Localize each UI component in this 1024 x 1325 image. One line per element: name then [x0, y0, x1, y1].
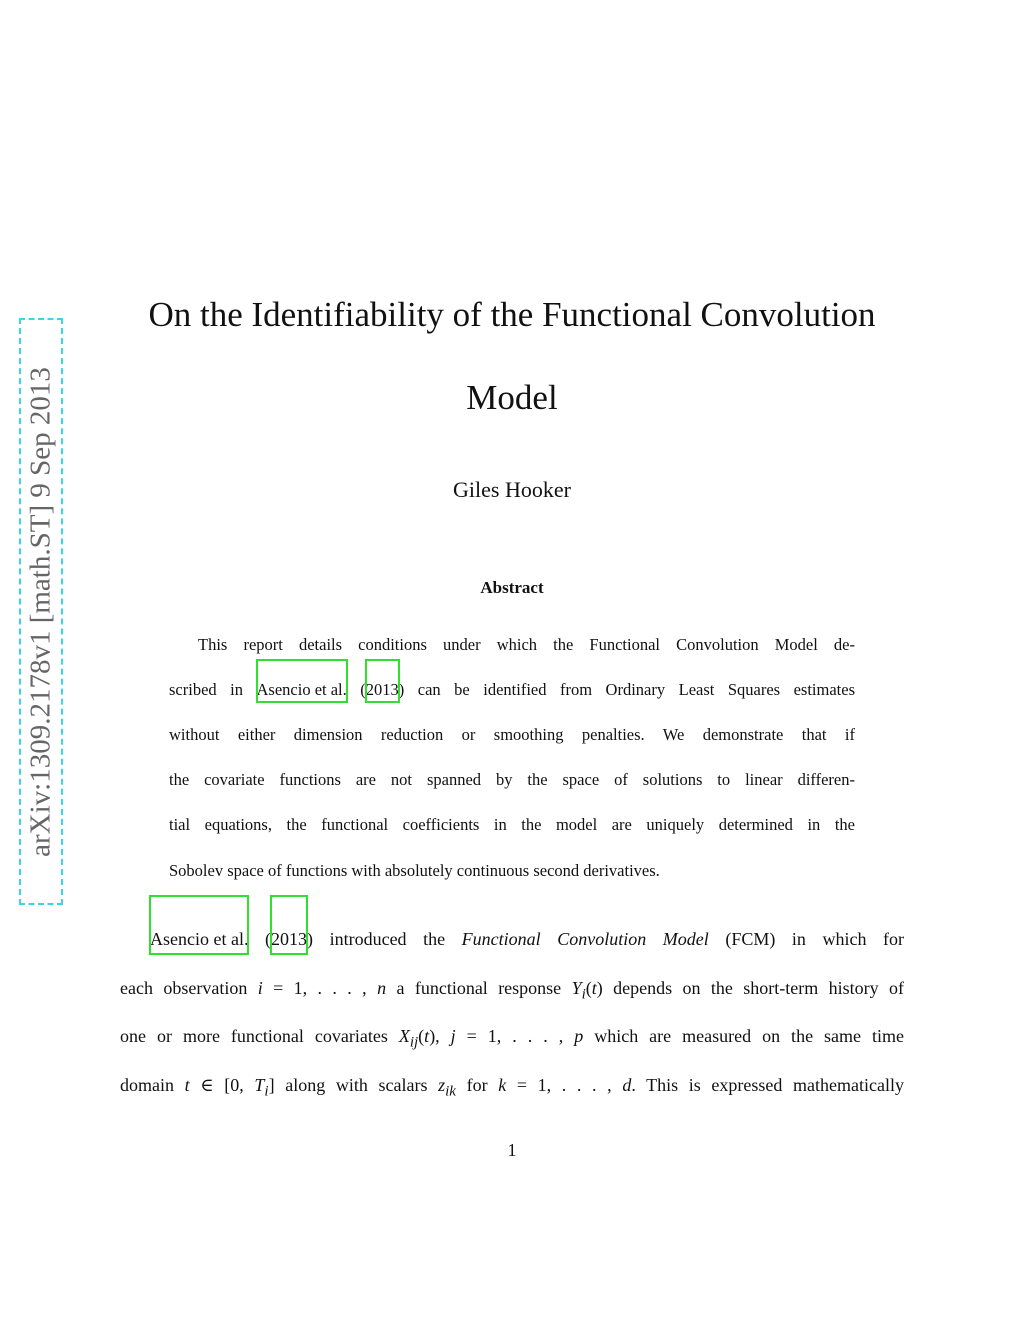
body-line: domain t ∈ [0, $T_i$] along with scalars $z_{ik}$ for k = 1, . . . , d. This is expressed mathematically [120, 1075, 904, 1100]
abstract-heading: Abstract [480, 578, 544, 597]
body-line: Asencio et al. (2013) introduced the Functional Convolution Model (FCM) in which for [150, 929, 904, 949]
abstract-line: scribed in Asencio et al. (2013) can be identified from Ordinary Least Squares estimates [169, 680, 855, 699]
author-name: Giles Hooker [453, 477, 571, 502]
citation-link-author[interactable]: Asencio et al. [256, 680, 347, 699]
abstract-line: This report details conditions under which the Functional Convolution Model de- [198, 635, 855, 654]
arxiv-stamp[interactable] [19, 318, 63, 905]
body-line: each observation i = 1, . . . , n a functional response $Y_i(t)$ depends on the short-term history of [120, 978, 905, 1003]
emphasis-text: Functional Convolution Model [461, 929, 709, 949]
citation-link-year[interactable]: 2013 [365, 680, 399, 699]
abstract-line: Sobolev space of functions with absolutely continuous second derivatives. [169, 861, 660, 880]
body-line: one or more functional covariates $X_{ij}(t)$, j = 1, . . . , p which are measured on the same time [120, 1026, 904, 1051]
paper-title-line-1: On the Identifiability of the Functional Convolution [148, 295, 876, 334]
citation-link-author[interactable]: Asencio et al. [150, 929, 249, 949]
arxiv-identifier[interactable]: arXiv:1309.2178v1 [math.ST] 9 Sep 2013 [24, 366, 57, 857]
abstract-line: the covariate functions are not spanned by the space of solutions to linear differen- [169, 770, 855, 789]
abstract-line: tial equations, the functional coefficients in the model are uniquely determined in the [169, 815, 855, 834]
abstract-line: without either dimension reduction or smoothing penalties. We demonstrate that if [169, 725, 855, 744]
paper-title-line-2: Model [466, 378, 558, 417]
citation-link-year[interactable]: 2013 [271, 929, 308, 949]
page-number: 1 [507, 1140, 517, 1160]
